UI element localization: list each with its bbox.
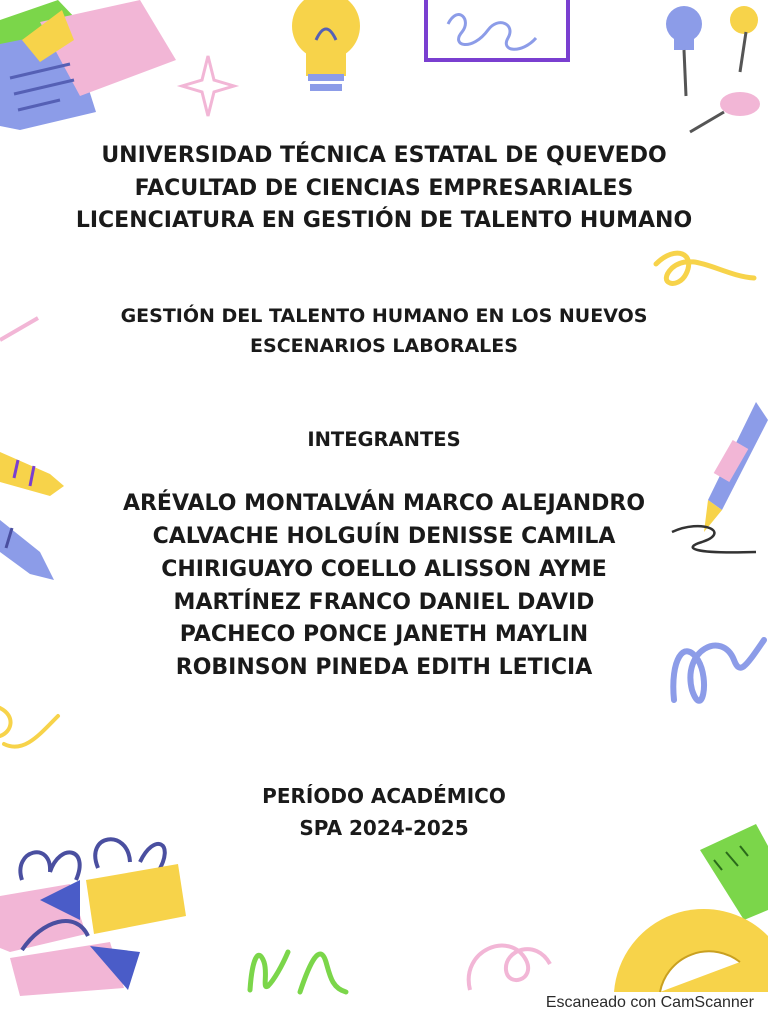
- pushpin-icon: [666, 6, 760, 132]
- member-name: ROBINSON PINEDA EDITH LETICIA: [175, 655, 593, 680]
- member-name: MARTÍNEZ FRANCO DANIEL DAVID: [173, 590, 595, 615]
- members-heading: INTEGRANTES: [307, 428, 461, 451]
- period-heading: PERÍODO ACADÉMICO: [262, 784, 506, 808]
- swirl-icon: [656, 253, 754, 283]
- lightbulb-icon: [292, 0, 360, 91]
- topic-line-2: ESCENARIOS LABORALES: [250, 335, 518, 357]
- squiggle-icon: [250, 952, 288, 990]
- swirl-icon: [469, 946, 550, 990]
- university-name: UNIVERSIDAD TÉCNICA ESTATAL DE QUEVEDO: [101, 143, 667, 168]
- scanner-watermark: Escaneado con CamScanner: [545, 994, 754, 1011]
- program-name: LICENCIATURA EN GESTIÓN DE TALENTO HUMANO: [75, 208, 693, 233]
- note-card-icon: [426, 0, 568, 60]
- protractor-icon: [614, 909, 768, 992]
- member-name: CALVACHE HOLGUÍN DENISSE CAMILA: [152, 524, 616, 549]
- binder-clip-icon: [0, 839, 186, 996]
- member-name: PACHECO PONCE JANETH MAYLIN: [179, 622, 589, 647]
- period-value: SPA 2024-2025: [299, 816, 469, 840]
- topic-line-1: GESTIÓN DEL TALENTO HUMANO EN LOS NUEVOS: [120, 305, 648, 327]
- faculty-name: FACULTAD DE CIENCIAS EMPRESARIALES: [134, 176, 634, 201]
- member-name: ARÉVALO MONTALVÁN MARCO ALEJANDRO: [122, 491, 646, 516]
- squiggle-icon: [0, 708, 58, 747]
- sparkle-icon: [182, 56, 234, 116]
- sticky-notes-icon: [0, 0, 176, 130]
- member-name: CHIRIGUAYO COELLO ALISSON AYME: [161, 557, 607, 582]
- squiggle-icon: [300, 954, 346, 992]
